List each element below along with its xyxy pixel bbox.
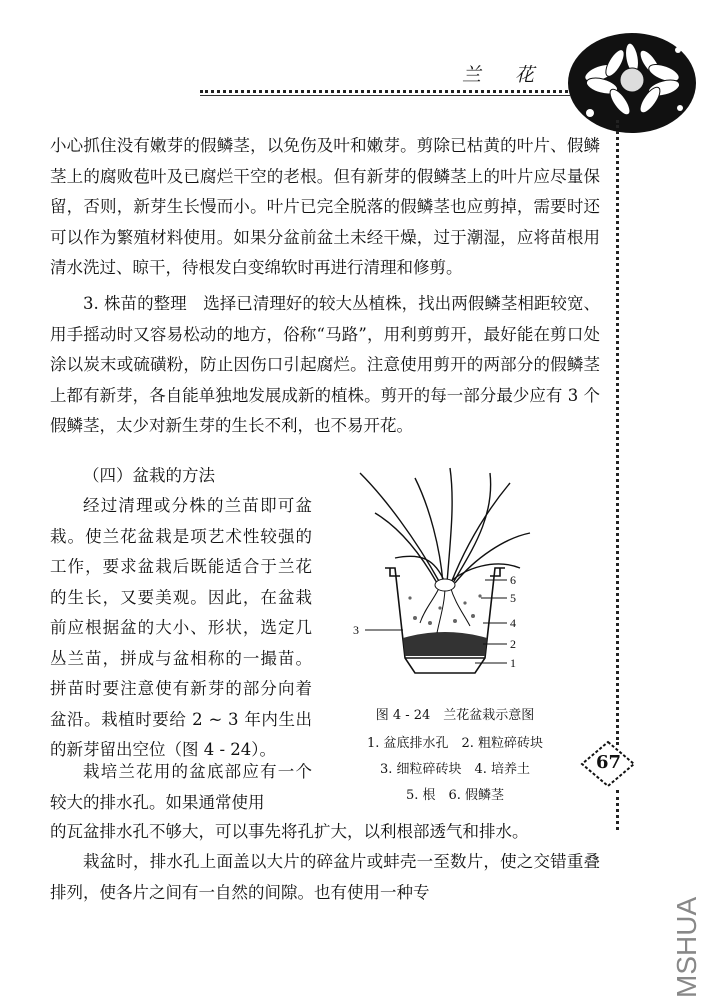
roots [420,579,470,633]
soil-layers [403,594,487,656]
page-number: 67 [596,752,622,773]
fig-label-2: 2 [510,637,516,651]
side-rule-lower [616,790,619,830]
watermark-text: MSHUA [671,896,702,998]
paragraph-3: 经过清理或分株的兰苗即可盆栽。使兰花盆栽是项艺术性较强的工作，要求盆栽后既能适合于兰花的生长，又要美观。因此，在盆栽前应根据盆的大小、形状，选定几丛兰苗，拼成与盆相称的一撮苗。拼苗时要注意使有新芽的部分向着盆沿。栽植时要给 2 ~ 3 年内生出的新芽留出空位（图 4 - 24）。 [50,496,312,759]
figure-legend-line-3: 5. 根 6. 假鳞茎 [405,788,505,803]
header-rule [200,90,580,93]
watermark [664,880,704,1000]
paragraph-1: 小心抓住没有嫩芽的假鳞茎，以免伤及叶和嫩芽。剪除已枯黄的叶片、假鳞茎上的腐败苞叶及已腐烂干空的老根。但有新芽的假鳞茎上的叶片应尽量保留，否则，新芽生长慢而小。叶片已完全脱落的假鳞茎也应剪掉，需要时还可以作为繁殖材料使用。如果分盆前盆土未经干燥，过于潮湿，应将苗根用清水洗过、晾干，待根发白变绵软时再进行清理和修剪。 [50,136,600,277]
paragraph-6: 栽盆时，排水孔上面盖以大片的碎盆片或蚌壳一至数片，使之交错重叠排列，使各片之间有一自然的间隙。也有使用一种专 [50,852,600,902]
fig-label-3: 3 [353,623,359,637]
header-title: 兰 花 [462,64,549,86]
section-heading: （四）盆栽的方法 [83,466,215,485]
paragraph-5: 的瓦盆排水孔不够大，可以事先将孔扩大，以利根部透气和排水。 [50,822,529,841]
orchid-leaves [360,468,530,583]
fig-label-4: 4 [510,616,516,630]
header-rule-thin [200,95,570,96]
orchid-pot-diagram [345,458,545,688]
fig-label-1: 1 [510,656,516,670]
figure-caption: 图 4 - 24 兰花盆栽示意图 [375,708,535,723]
figure-legend-line-1: 1. 盆底排水孔 2. 粗粒碎砖块 [366,736,544,751]
fig-label-6: 6 [510,573,516,587]
flower-emblem-icon [560,28,700,138]
side-rule [616,120,619,745]
figure-legend-line-2: 3. 细粒碎砖块 4. 培养土 [379,762,531,777]
paragraph-4: 栽培兰花用的盆底部应有一个较大的排水孔。如果通常使用 [50,762,312,812]
fig-label-5: 5 [510,591,516,605]
paragraph-2: 3. 株苗的整理 选择已清理好的较大丛植株，找出两假鳞茎相距较宽、用手摇动时又容易松动的地方，俗称“马路”，用利剪剪开，最好能在剪口处涂以炭末或硫磺粉，防止因伤口引起腐烂。注意使用剪开的两部分的假鳞茎上都有新芽，各自能单独地发展成新的植株。剪开的每一部分最少应有 3 个假鳞茎，太少对新生芽的生长不利，也不易开花。 [50,294,600,435]
